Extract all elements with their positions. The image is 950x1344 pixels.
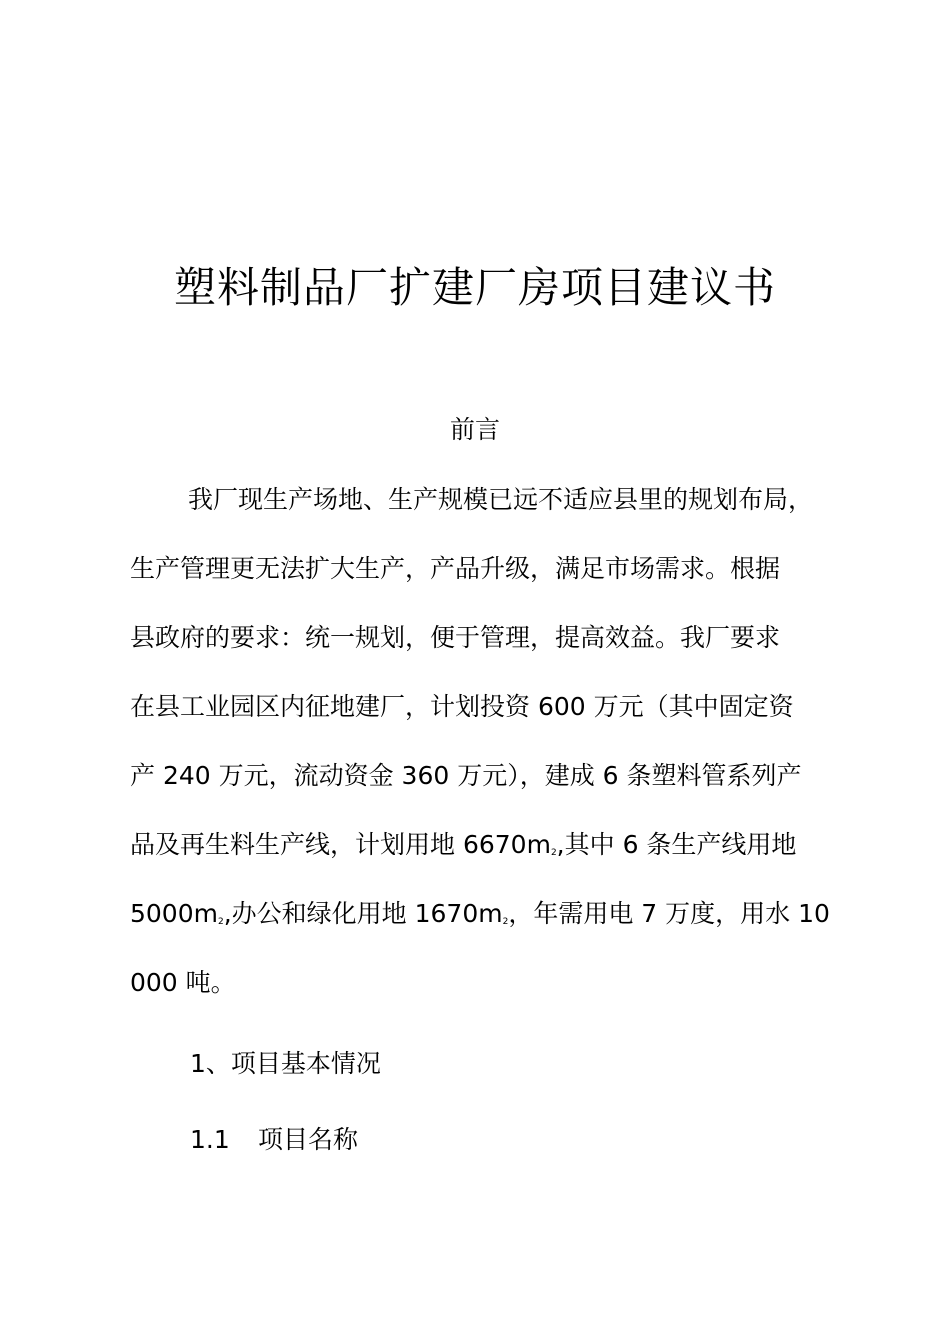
section-heading-1: 1、项目基本情况: [190, 1049, 381, 1078]
paragraph-line-6: [130, 827, 850, 871]
paragraph-line-3: 县政府的要求：统一规划，便于管理，提高效益。我厂要求: [130, 623, 781, 652]
paragraph-line-8: 000 吨。: [130, 968, 236, 997]
line6-part-b: ,其中 6 条生产线用地: [556, 830, 797, 859]
paragraph-line-5: 产 240 万元，流动资金 360 万元），建成 6 条塑料管系列产: [130, 761, 802, 790]
square-meter-sub: 2: [550, 848, 557, 858]
section-number: 1.1: [190, 1125, 230, 1154]
section-label: 项目名称: [258, 1125, 359, 1154]
paragraph-line-4: 在县工业园区内征地建厂，计划投资 600 万元（其中固定资: [130, 692, 794, 721]
paragraph-line-7: [130, 896, 850, 940]
square-meter-sub: 2: [502, 917, 509, 927]
paragraph-line-1: 我厂现生产场地、生产规模已远不适应县里的规划布局，: [188, 485, 814, 514]
document-title: 塑料制品厂扩建厂房项目建议书: [173, 263, 776, 312]
line7-part-b: ,办公和绿化用地 1670m: [223, 899, 503, 928]
preface-heading: 前言: [449, 415, 500, 444]
line7-part-a: 5000m: [130, 899, 218, 928]
section-heading-1-1: [190, 1122, 358, 1158]
paragraph-line-2: 生产管理更无法扩大生产，产品升级，满足市场需求。根据: [130, 554, 781, 583]
line7-part-c: ，年需用电 7 万度，用水 10: [508, 899, 830, 928]
line6-part-a: 品及再生料生产线，计划用地 6670m: [130, 830, 551, 859]
square-meter-sub: 2: [217, 917, 224, 927]
